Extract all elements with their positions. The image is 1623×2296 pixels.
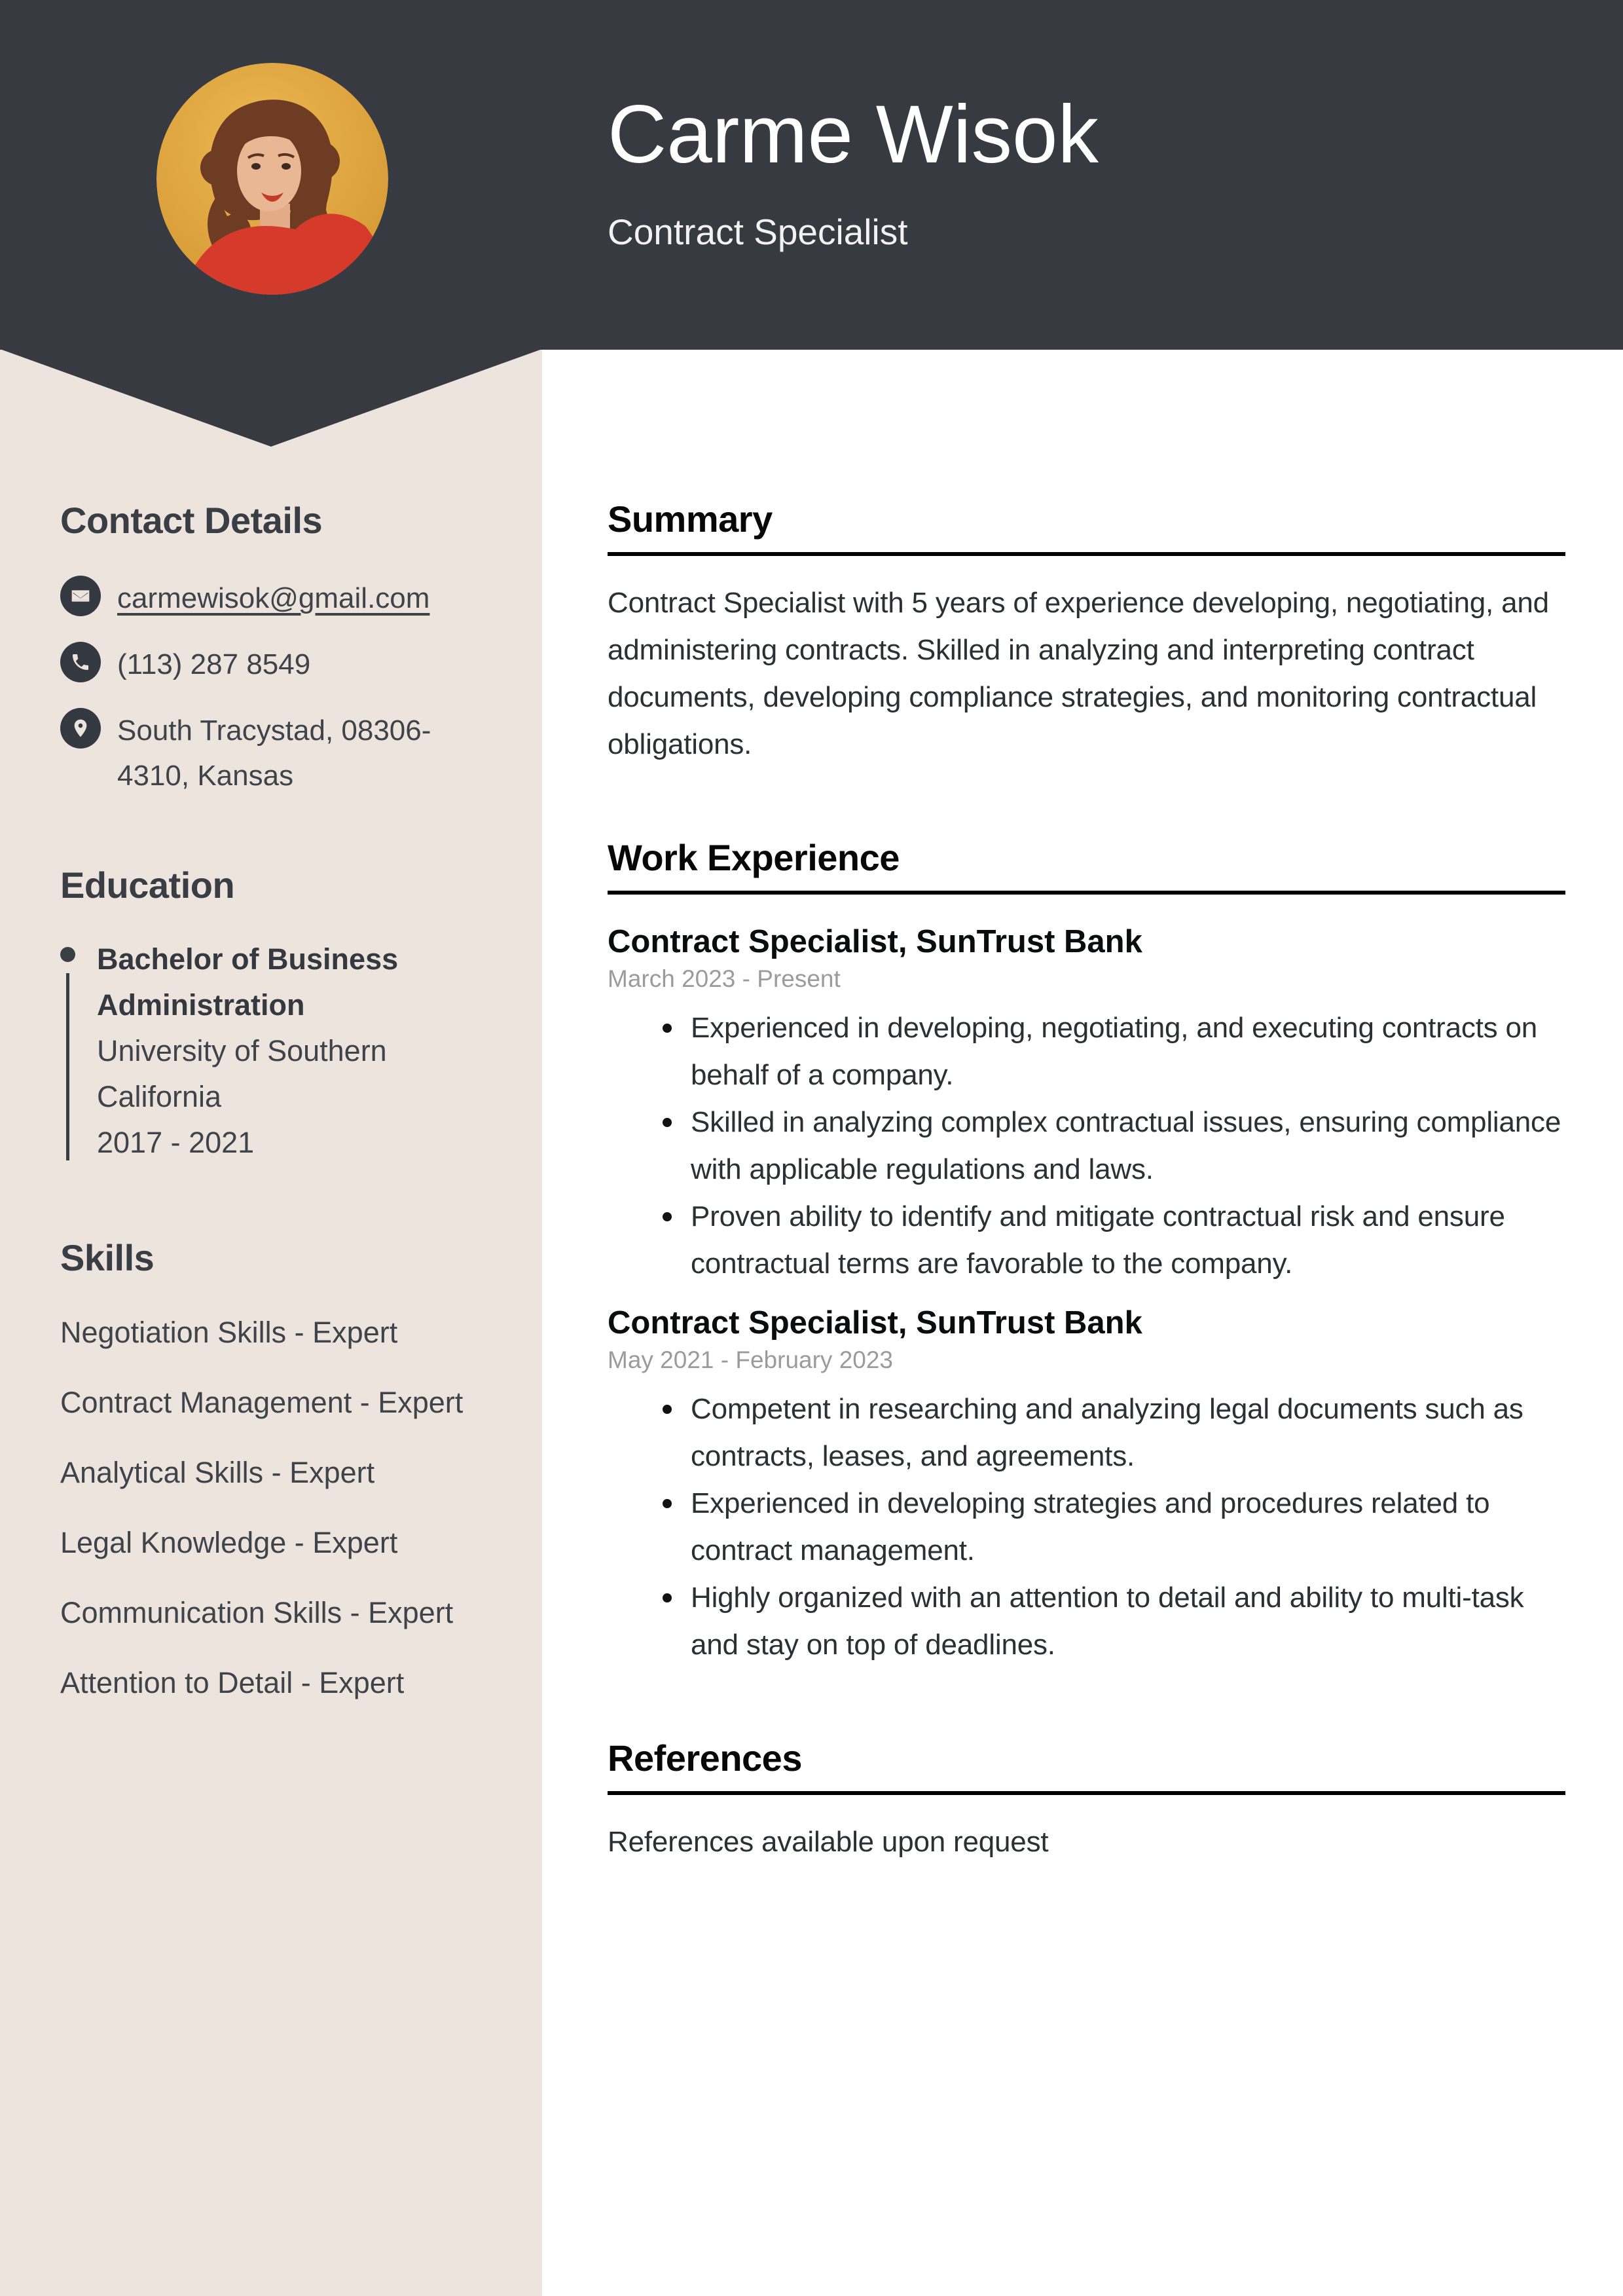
contact-section — [60, 499, 487, 798]
email-icon — [60, 576, 101, 616]
job-bullet: Competent in researching and analyzing legal documents such as contracts, leases, and agreements. — [608, 1386, 1565, 1480]
job-entry — [608, 1305, 1565, 1669]
job-title: Contract Specialist, SunTrust Bank — [608, 924, 1142, 959]
summary-section — [608, 498, 1565, 768]
timeline-line — [66, 973, 69, 1160]
skill-item: Contract Management - Expert — [60, 1386, 464, 1419]
skills-heading: Skills — [60, 1237, 155, 1278]
job-bullet-list — [608, 1386, 1565, 1669]
phone-value: (113) 287 8549 — [117, 648, 311, 680]
skill-item: Legal Knowledge - Expert — [60, 1526, 398, 1559]
summary-heading: Summary — [608, 498, 1565, 556]
school-name: University of Southern California — [97, 1034, 387, 1113]
address-value: South Tracystad, 08306-4310, Kansas — [117, 714, 431, 792]
profile-photo — [156, 63, 388, 295]
timeline-dot-icon — [60, 947, 75, 962]
job-bullet: Skilled in analyzing complex contractual issues, ensuring compliance with applicable regulations and laws. — [608, 1099, 1565, 1193]
skill-item: Negotiation Skills - Expert — [60, 1316, 398, 1349]
job-bullet: Highly organized with an attention to detail and ability to multi-task and stay on top of deadlines. — [608, 1574, 1565, 1669]
skill-item: Communication Skills - Expert — [60, 1596, 454, 1629]
work-experience-section — [608, 836, 1565, 1669]
job-bullet: Experienced in developing strategies and procedures related to contract management. — [608, 1480, 1565, 1574]
phone-icon — [60, 642, 101, 682]
references-text: References available upon request — [608, 1826, 1049, 1858]
job-dates: May 2021 - February 2023 — [608, 1346, 894, 1373]
contact-row-address — [60, 708, 487, 798]
job-bullet: Proven ability to identify and mitigate contractual risk and ensure contractual terms are favorable to the company. — [608, 1193, 1565, 1287]
education-entry — [60, 936, 487, 1166]
job-bullet: Experienced in developing, negotiating, and executing contracts on behalf of a company. — [608, 1005, 1565, 1099]
references-section — [608, 1737, 1565, 1866]
skill-item: Analytical Skills - Expert — [60, 1456, 375, 1489]
job-dates: March 2023 - Present — [608, 965, 841, 992]
contact-row-phone — [60, 642, 487, 687]
summary-text: Contract Specialist with 5 years of experience developing, negotiating, and administering contracts. Skilled in analyzing and interpreting contract documents, developing compliance strategies, and monitoring contractual obligations. — [608, 587, 1549, 760]
skill-item: Attention to Detail - Expert — [60, 1666, 405, 1699]
degree-name: Bachelor of Business Administration — [97, 942, 399, 1022]
skills-section — [60, 1236, 487, 1700]
education-years: 2017 - 2021 — [97, 1126, 255, 1159]
header-name-block — [608, 88, 1099, 253]
person-title: Contract Specialist — [608, 211, 908, 252]
education-section — [60, 864, 487, 1166]
person-name: Carme Wisok — [608, 89, 1099, 180]
references-heading: References — [608, 1737, 1565, 1795]
contact-details-heading: Contact Details — [60, 500, 323, 541]
work-experience-heading: Work Experience — [608, 836, 1565, 895]
job-bullet-list — [608, 1005, 1565, 1287]
job-entry — [608, 923, 1565, 1287]
contact-row-email — [60, 576, 487, 621]
skills-list — [60, 1316, 487, 1700]
education-heading: Education — [60, 864, 235, 906]
location-icon — [60, 708, 101, 749]
job-title: Contract Specialist, SunTrust Bank — [608, 1305, 1142, 1341]
email-link[interactable]: carmewisok@gmail.com — [117, 582, 430, 614]
